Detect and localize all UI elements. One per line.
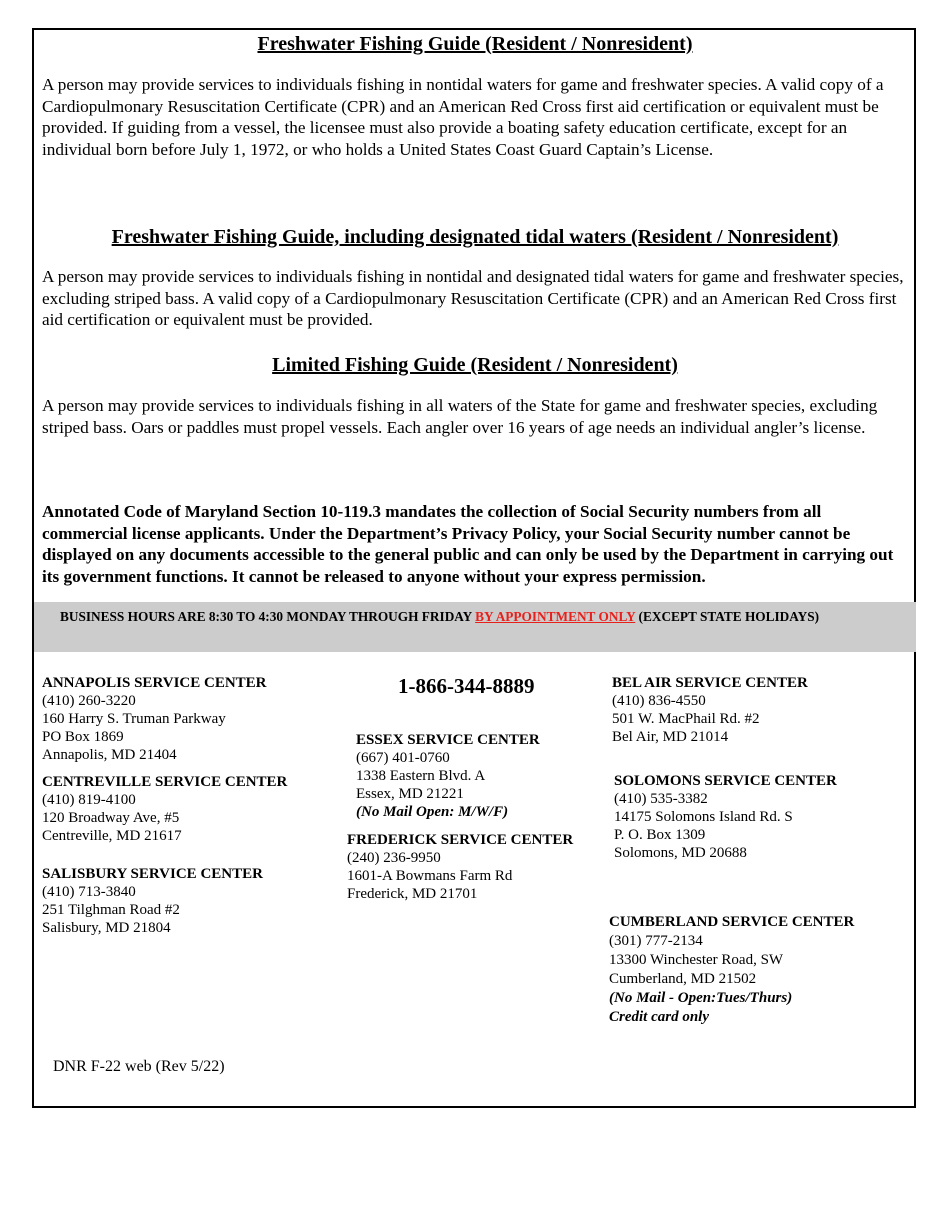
center-address-line: 1601-A Bowmans Farm Rd (347, 868, 513, 884)
center-name: SOLOMONS SERVICE CENTER (614, 773, 837, 789)
center-name: CENTREVILLE SERVICE CENTER (42, 774, 288, 790)
hours-suffix: (EXCEPT STATE HOLIDAYS) (635, 609, 820, 624)
essex-service-center (356, 731, 540, 821)
center-address-line: PO Box 1869 (42, 729, 124, 745)
center-address-line: 1338 Eastern Blvd. A (356, 768, 486, 784)
center-phone: (667) 401-0760 (356, 750, 450, 766)
center-name: BEL AIR SERVICE CENTER (612, 675, 808, 691)
privacy-notice: Annotated Code of Maryland Section 10-119.3 mandates the collection of Social Security numbers from all commercial license applicants. Under the Department’s Privacy Policy, your Social Security number cannot be displayed on any documents accessible to the general public and can only be used by the Department in carrying out its government functions. It cannot be released to anyone without your express permission. (42, 502, 894, 586)
section-body-freshwater: A person may provide services to individuals fishing in nontidal waters for game and freshwater species. A valid copy of a Cardiopulmonary Resuscitation Certificate (CPR) and an American Red Cross first aid certification or equivalent must be provided. If guiding from a vessel, the licensee must also provide a boating safety education certificate, except for an individual born before July 1, 1972, or who holds a United States Coast Guard Captain’s License. (42, 75, 884, 159)
center-note: (No Mail - Open:Tues/Thurs) (609, 990, 793, 1006)
center-address-line: Bel Air, MD 21014 (612, 729, 729, 745)
center-phone: (240) 236-9950 (347, 850, 441, 866)
center-address-line: Centreville, MD 21617 (42, 828, 182, 844)
center-address-line: 13300 Winchester Road, SW (609, 952, 784, 968)
center-name: SALISBURY SERVICE CENTER (42, 866, 263, 882)
center-name: ESSEX SERVICE CENTER (356, 732, 540, 748)
form-identifier: DNR F-22 web (Rev 5/22) (53, 1058, 225, 1075)
center-address-line: Frederick, MD 21701 (347, 886, 478, 902)
center-note: Credit card only (609, 1009, 709, 1025)
section-heading-tidal: Freshwater Fishing Guide, including designated tidal waters (Resident / Nonresident) (111, 226, 839, 248)
appointment-only-notice: BY APPOINTMENT ONLY (475, 609, 636, 624)
center-phone: (410) 819-4100 (42, 792, 136, 808)
salisbury-service-center (42, 865, 263, 937)
center-phone: (301) 777-2134 (609, 933, 703, 949)
center-phone: (410) 836-4550 (612, 693, 706, 709)
center-address-line: 501 W. MacPhail Rd. #2 (612, 711, 760, 727)
center-name: FREDERICK SERVICE CENTER (347, 832, 574, 848)
frederick-service-center (347, 831, 573, 903)
business-hours-text (60, 609, 819, 625)
center-address-line: 160 Harry S. Truman Parkway (42, 711, 226, 727)
center-address-line: 120 Broadway Ave, #5 (42, 810, 180, 826)
center-address-line: 14175 Solomons Island Rd. S (614, 809, 793, 825)
center-address-line: 251 Tilghman Road #2 (42, 902, 180, 918)
center-phone: (410) 713-3840 (42, 884, 136, 900)
center-note: (No Mail Open: M/W/F) (356, 804, 509, 820)
center-name: ANNAPOLIS SERVICE CENTER (42, 675, 267, 691)
cumberland-service-center (609, 913, 854, 1027)
main-phone-number: 1-866-344-8889 (398, 674, 535, 698)
bel-air-service-center (612, 674, 808, 746)
center-address-line: Cumberland, MD 21502 (609, 971, 757, 987)
center-address-line: Annapolis, MD 21404 (42, 747, 177, 763)
business-hours-bar (34, 602, 916, 652)
center-phone: (410) 260-3220 (42, 693, 136, 709)
section-body-limited: A person may provide services to individuals fishing in all waters of the State for game and freshwater species, excluding striped bass. Oars or paddles must propel vessels. Each angler over 16 years of age needs an individual angler’s license. (42, 396, 878, 437)
center-address-line: Essex, MD 21221 (356, 786, 464, 802)
center-name: CUMBERLAND SERVICE CENTER (609, 914, 855, 930)
centreville-service-center (42, 773, 287, 845)
center-address-line: Salisbury, MD 21804 (42, 920, 171, 936)
hours-prefix: BUSINESS HOURS ARE 8:30 TO 4:30 MONDAY THROUGH FRIDAY (60, 609, 476, 624)
center-address-line: P. O. Box 1309 (614, 827, 706, 843)
section-heading-freshwater: Freshwater Fishing Guide (Resident / Nonresident) (257, 33, 693, 55)
center-address-line: Solomons, MD 20688 (614, 845, 747, 861)
section-body-tidal: A person may provide services to individuals fishing in nontidal and designated tidal waters for game and freshwater species, excluding striped bass. A valid copy of a Cardiopulmonary Resuscitation Certificate (CPR) and an American Red Cross first aid certification or equivalent must be provided. (42, 267, 904, 329)
solomons-service-center (614, 772, 837, 862)
section-heading-limited: Limited Fishing Guide (Resident / Nonresident) (272, 354, 678, 376)
center-phone: (410) 535-3382 (614, 791, 708, 807)
annapolis-service-center (42, 674, 267, 764)
